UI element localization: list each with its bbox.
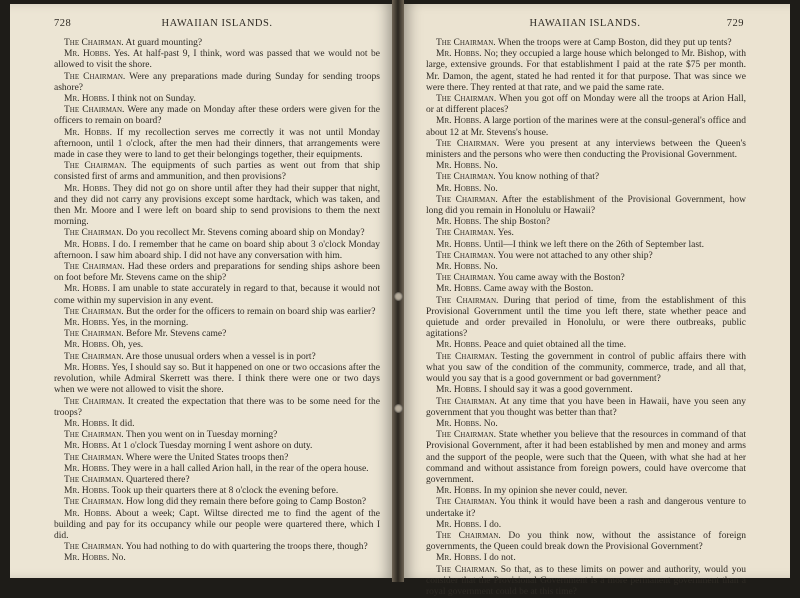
testimony-text: Took up their quarters there at 8 o'clock the evening before. bbox=[111, 486, 339, 497]
testimony-text: I do not. bbox=[483, 553, 516, 564]
left-page-text bbox=[54, 38, 380, 565]
testimony-paragraph bbox=[426, 352, 746, 386]
speaker-name: The Chairman. bbox=[64, 329, 124, 340]
speaker-name: Mr. Hobbs. bbox=[64, 463, 110, 474]
speaker-name: The Chairman. bbox=[436, 228, 496, 239]
testimony-text: I am unable to state accurately in regard to that, because it would not come within my supervision in any event. bbox=[54, 284, 380, 306]
testimony-paragraph bbox=[54, 486, 380, 497]
speaker-name: Mr. Hobbs. bbox=[64, 94, 110, 105]
testimony-text: I think not on Sunday. bbox=[111, 94, 196, 105]
right-page bbox=[404, 4, 790, 597]
speaker-name: The Chairman. bbox=[64, 542, 124, 553]
testimony-text: At guard mounting? bbox=[125, 38, 203, 48]
testimony-text: Before Mr. Stevens came? bbox=[126, 329, 227, 340]
speaker-name: Mr. Hobbs. bbox=[436, 116, 482, 127]
testimony-text: No. bbox=[483, 418, 498, 429]
testimony-text: So that, as to these limits on power and authority, would you consider that the Provisional Government is a more permanent government than a royal government could be at this time? bbox=[426, 564, 747, 597]
testimony-paragraph bbox=[54, 497, 380, 508]
speaker-name: The Chairman. bbox=[436, 194, 498, 205]
testimony-paragraph bbox=[426, 531, 746, 553]
testimony-paragraph bbox=[426, 139, 746, 161]
testimony-paragraph bbox=[54, 128, 380, 162]
speaker-name: Mr. Hobbs. bbox=[436, 519, 482, 530]
page-number: 728 bbox=[54, 18, 72, 29]
speaker-name: Mr. Hobbs. bbox=[64, 418, 110, 429]
testimony-text: The ship Boston? bbox=[483, 217, 551, 228]
testimony-text: They did not go on shore until after they had their supper that night, and they did not carry any provisions except some hardtack, which was taken, and then Mr. Moore and I were left on board ship to send provisions to them the next morning. bbox=[54, 183, 381, 228]
testimony-text: No. bbox=[483, 161, 498, 172]
testimony-paragraph bbox=[54, 72, 380, 94]
testimony-text: When the troops were at Camp Boston, did they put up tents? bbox=[497, 38, 732, 48]
testimony-text: Came away with the Boston. bbox=[483, 284, 594, 295]
testimony-paragraph bbox=[54, 38, 380, 49]
speaker-name: The Chairman. bbox=[64, 38, 124, 48]
testimony-paragraph bbox=[54, 161, 380, 183]
speaker-name: The Chairman. bbox=[436, 273, 496, 284]
testimony-text: At 1 o'clock Tuesday morning I went ashore on duty. bbox=[111, 441, 313, 452]
testimony-paragraph bbox=[54, 542, 380, 553]
speaker-name: The Chairman. bbox=[436, 295, 499, 306]
binding-hole bbox=[394, 404, 403, 413]
speaker-name: Mr. Hobbs. bbox=[436, 418, 482, 429]
speaker-name: Mr. Hobbs. bbox=[64, 486, 110, 497]
testimony-text: You had nothing to do with quartering the troops there, though? bbox=[125, 542, 368, 553]
testimony-paragraph bbox=[54, 94, 380, 105]
speaker-name: The Chairman. bbox=[64, 474, 124, 485]
testimony-text: State whether you believe that the resources in command of that Provisional Government, after it had been established by men and money and arms and the support of the people, were such that the Queen, with what she had at her command and without assistance from foreign powers, could have overcome that government. bbox=[426, 430, 746, 485]
speaker-name: Mr. Hobbs. bbox=[436, 217, 482, 228]
testimony-paragraph bbox=[54, 430, 380, 441]
testimony-paragraph bbox=[426, 240, 746, 251]
testimony-paragraph bbox=[426, 38, 746, 49]
speaker-name: The Chairman. bbox=[64, 161, 127, 172]
speaker-name: The Chairman. bbox=[436, 564, 498, 575]
testimony-text: Until—I think we left there on the 26th of September last. bbox=[483, 239, 705, 250]
speaker-name: Mr. Hobbs. bbox=[436, 49, 482, 60]
testimony-paragraph bbox=[426, 419, 746, 430]
speaker-name: Mr. Hobbs. bbox=[64, 239, 110, 250]
speaker-name: Mr. Hobbs. bbox=[64, 127, 112, 138]
testimony-text: But the order for the officers to remain on board ship was earlier? bbox=[126, 306, 376, 317]
running-head: HAWAIIAN ISLANDS. bbox=[529, 18, 641, 29]
testimony-text: If my recollection serves me correctly it was not until Monday afternoon, until 1 o'clock, after the men had their dinners, that arrangements were made in case they were to land to get their belongings together, their equipments. bbox=[54, 127, 381, 161]
testimony-text: Testing the government in control of public affairs there with what you saw of the condition of the community, commerce, trade, and all that, would you say that is a good government or bad government? bbox=[426, 351, 746, 385]
testimony-paragraph bbox=[426, 251, 746, 262]
speaker-name: The Chairman. bbox=[64, 396, 125, 407]
testimony-text: It created the expectation that there was to be some need for the troops? bbox=[54, 396, 380, 418]
testimony-paragraph bbox=[426, 116, 746, 138]
speaker-name: The Chairman. bbox=[436, 351, 498, 362]
testimony-paragraph bbox=[54, 284, 380, 306]
testimony-text: Are those unusual orders when a vessel is in port? bbox=[125, 351, 316, 362]
testimony-paragraph bbox=[54, 397, 380, 419]
binding-hole bbox=[394, 292, 403, 301]
testimony-paragraph bbox=[426, 161, 746, 172]
speaker-name: Mr. Hobbs. bbox=[64, 183, 111, 194]
testimony-paragraph bbox=[54, 453, 380, 464]
speaker-name: Mr. Hobbs. bbox=[64, 553, 110, 564]
testimony-text: Yes, in the morning. bbox=[111, 318, 189, 329]
speaker-name: Mr. Hobbs. bbox=[436, 340, 482, 351]
testimony-paragraph bbox=[426, 497, 746, 519]
testimony-text: Were any preparations made during Sunday for sending troops ashore? bbox=[54, 71, 380, 93]
testimony-paragraph bbox=[426, 296, 746, 341]
testimony-paragraph bbox=[54, 464, 380, 475]
testimony-text: When you got off on Monday were all the troops at Arion Hall, or at different places? bbox=[426, 94, 746, 116]
speaker-name: The Chairman. bbox=[436, 138, 500, 149]
testimony-paragraph bbox=[54, 509, 380, 543]
testimony-paragraph bbox=[426, 262, 746, 273]
testimony-text: Then you went on in Tuesday morning? bbox=[125, 430, 278, 441]
speaker-name: Mr. Hobbs. bbox=[436, 161, 482, 172]
testimony-paragraph bbox=[426, 486, 746, 497]
book-gutter bbox=[392, 0, 404, 582]
testimony-text: After the establishment of the Provisional Government, how long did you remain in Honolulu or Hawaii? bbox=[426, 194, 747, 217]
speaker-name: Mr. Hobbs. bbox=[64, 441, 110, 452]
speaker-name: Mr. Hobbs. bbox=[64, 49, 111, 60]
testimony-text: No. bbox=[483, 262, 498, 273]
testimony-text: Do you recollect Mr. Stevens coming aboard ship on Monday? bbox=[126, 228, 365, 239]
testimony-paragraph bbox=[426, 228, 746, 239]
testimony-paragraph bbox=[426, 284, 746, 295]
testimony-text: At any time that you have been in Hawaii, have you seen any government that you thought was better than that? bbox=[426, 396, 746, 418]
speaker-name: Mr. Hobbs. bbox=[436, 239, 482, 250]
testimony-paragraph bbox=[54, 419, 380, 430]
testimony-paragraph bbox=[426, 172, 746, 183]
testimony-paragraph bbox=[54, 307, 380, 318]
testimony-paragraph bbox=[54, 105, 380, 127]
speaker-name: The Chairman. bbox=[436, 530, 501, 541]
speaker-name: The Chairman. bbox=[436, 430, 497, 441]
speaker-name: The Chairman. bbox=[64, 306, 124, 317]
testimony-text: They were in a hall called Arion hall, in the rear of the opera house. bbox=[111, 463, 369, 474]
speaker-name: Mr. Hobbs. bbox=[436, 486, 482, 497]
speaker-name: Mr. Hobbs. bbox=[64, 508, 112, 519]
speaker-name: Mr. Hobbs. bbox=[64, 362, 110, 373]
testimony-paragraph bbox=[426, 340, 746, 351]
testimony-paragraph bbox=[54, 329, 380, 340]
testimony-text: During that period of time, from the establishment of this Provisional Government until the time you left there, state whether peace and quietude and order prevailed in Honolulu, or were there outbreaks, public agitations? bbox=[426, 295, 747, 340]
testimony-paragraph bbox=[54, 184, 380, 229]
speaker-name: The Chairman. bbox=[64, 452, 124, 463]
testimony-text: You were not attached to any other ship? bbox=[497, 250, 653, 261]
testimony-text: Yes. bbox=[497, 228, 514, 239]
testimony-paragraph bbox=[426, 520, 746, 531]
left-page bbox=[10, 4, 392, 578]
testimony-paragraph bbox=[54, 441, 380, 452]
speaker-name: The Chairman. bbox=[436, 38, 496, 48]
testimony-text: Do you think now, without the assistance of foreign governments, the Queen could break down the Provisional Government? bbox=[426, 530, 746, 553]
running-head: HAWAIIAN ISLANDS. bbox=[161, 18, 273, 29]
testimony-text: Had these orders and preparations for sending ships ashore been on foot before Mr. Stevens came on the ship? bbox=[54, 262, 380, 284]
testimony-paragraph bbox=[54, 475, 380, 486]
speaker-name: Mr. Hobbs. bbox=[64, 340, 110, 351]
testimony-text: The equipments of such parties as went out from that ship consisted first of arms and ammunition, and then provisions? bbox=[54, 161, 380, 183]
testimony-paragraph bbox=[54, 363, 380, 397]
testimony-paragraph bbox=[426, 49, 746, 94]
testimony-paragraph bbox=[54, 49, 380, 71]
speaker-name: The Chairman. bbox=[64, 71, 126, 82]
testimony-paragraph bbox=[54, 262, 380, 284]
testimony-text: You know nothing of that? bbox=[497, 172, 600, 183]
testimony-text: Peace and quiet obtained all the time. bbox=[483, 340, 626, 351]
speaker-name: The Chairman. bbox=[436, 94, 497, 105]
speaker-name: The Chairman. bbox=[64, 105, 125, 116]
speaker-name: The Chairman. bbox=[64, 351, 124, 362]
testimony-paragraph bbox=[426, 94, 746, 116]
right-page-text bbox=[426, 38, 746, 598]
testimony-paragraph bbox=[426, 195, 746, 217]
testimony-paragraph bbox=[426, 397, 746, 419]
testimony-text: Yes, I should say so. But it happened on one or two occasions after the revolution, while Admiral Skerrett was there. I think there were one or two days when we were not allowed to visit the shore. bbox=[54, 362, 380, 396]
speaker-name: The Chairman. bbox=[436, 396, 497, 407]
testimony-text: A large portion of the marines were at the consul-general's office and about 12 at Mr. Stevens's house. bbox=[426, 116, 746, 138]
testimony-paragraph bbox=[54, 318, 380, 329]
testimony-paragraph bbox=[54, 352, 380, 363]
speaker-name: Mr. Hobbs. bbox=[436, 553, 482, 564]
speaker-name: Mr. Hobbs. bbox=[436, 284, 482, 295]
testimony-text: Quartered there? bbox=[126, 474, 190, 485]
testimony-paragraph bbox=[54, 340, 380, 351]
speaker-name: Mr. Hobbs. bbox=[64, 284, 110, 295]
testimony-text: It did. bbox=[111, 418, 135, 429]
testimony-paragraph bbox=[54, 240, 380, 262]
speaker-name: Mr. Hobbs. bbox=[436, 262, 482, 273]
speaker-name: Mr. Hobbs. bbox=[64, 318, 110, 329]
testimony-text: In my opinion she never could, never. bbox=[483, 486, 628, 497]
speaker-name: The Chairman. bbox=[436, 250, 496, 261]
testimony-text: About a week; Capt. Wiltse directed me to find the agent of the building and pay for its occupancy while our people were quartered there, which I did. bbox=[54, 508, 380, 541]
testimony-text: You think it would have been a rash and dangerous venture to undertake it? bbox=[426, 497, 746, 519]
speaker-name: The Chairman. bbox=[64, 430, 124, 441]
testimony-text: I do. bbox=[483, 519, 502, 530]
speaker-name: The Chairman. bbox=[64, 262, 125, 273]
speaker-name: The Chairman. bbox=[436, 172, 496, 183]
testimony-text: Were any made on Monday after these orders were given for the officers to remain on board? bbox=[54, 105, 380, 127]
testimony-paragraph bbox=[426, 217, 746, 228]
testimony-text: No. bbox=[111, 553, 126, 564]
testimony-paragraph bbox=[426, 553, 746, 564]
testimony-paragraph bbox=[54, 553, 380, 564]
speaker-name: The Chairman. bbox=[64, 228, 124, 239]
testimony-paragraph bbox=[426, 565, 746, 598]
page-number: 729 bbox=[726, 18, 744, 29]
testimony-paragraph bbox=[426, 184, 746, 195]
testimony-text: Oh, yes. bbox=[111, 340, 144, 351]
testimony-text: No. bbox=[483, 183, 498, 194]
testimony-text: No; they occupied a large house which belonged to Mr. Bishop, with large, extensive grounds. For that establishment I paid at the rate $75 per month. Mr. Damon, the agent, stated he had rented it for that purpose. That was since we were there. They rented at that rate, and we paid the same rate. bbox=[426, 49, 747, 93]
speaker-name: The Chairman. bbox=[436, 497, 497, 508]
testimony-paragraph bbox=[426, 430, 746, 486]
testimony-text: I do. I remember that he came on board ship about 3 o'clock Monday afternoon. I saw him aboard ship. I did not have any conversation with him. bbox=[54, 239, 381, 261]
testimony-text: Where were the United States troops then? bbox=[125, 452, 289, 463]
testimony-text: How long did they remain there before going to Camp Boston? bbox=[126, 497, 367, 508]
testimony-paragraph bbox=[54, 228, 380, 239]
testimony-text: You came away with the Boston? bbox=[497, 273, 625, 284]
testimony-paragraph bbox=[426, 385, 746, 396]
speaker-name: Mr. Hobbs. bbox=[436, 385, 482, 396]
testimony-paragraph bbox=[426, 273, 746, 284]
testimony-text: I should say it was a good government. bbox=[483, 385, 633, 396]
testimony-text: Were you present at any interviews between the Queen's ministers and the persons who were then conducting the Provisional Government. bbox=[426, 138, 746, 161]
testimony-text: Yes. At half-past 9, I think, word was passed that we would not be allowed to visit the shore. bbox=[54, 49, 380, 71]
speaker-name: Mr. Hobbs. bbox=[436, 183, 482, 194]
speaker-name: The Chairman. bbox=[64, 497, 124, 508]
